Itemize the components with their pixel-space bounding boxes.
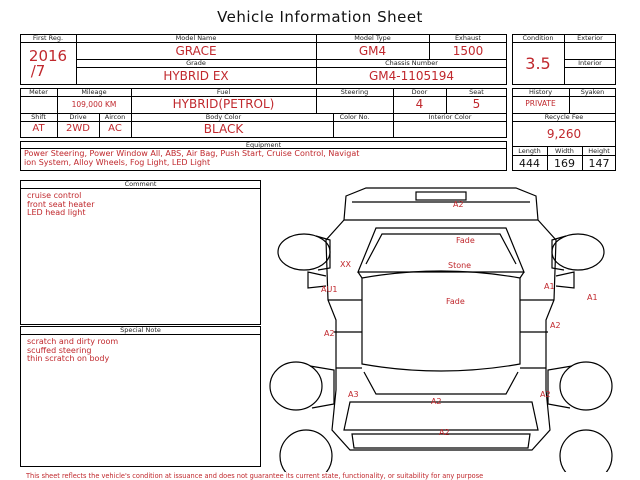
seat-label: Seat [469, 88, 484, 96]
model-name-label: Model Name [175, 34, 217, 42]
damage-right-rear-door: A2 [550, 321, 561, 330]
condition-value: 3.5 [525, 54, 551, 73]
damage-rear-left: A3 [348, 390, 359, 399]
syaken-label: Syaken [580, 88, 605, 96]
interior-label: Interior [578, 59, 602, 67]
disclaimer-footer: This sheet reflects the vehicle's condition at issuance and does not guarantee its current state, functionality, or suitability for any purpose [26, 472, 484, 480]
first-reg-year: 2016 [28, 47, 68, 65]
chassis-value: GM4-1105194 [368, 69, 455, 83]
grade-label: Grade [186, 59, 206, 67]
special-note-list [27, 338, 118, 364]
comment-item: front seat heater [27, 199, 95, 209]
fuel-label: Fuel [216, 88, 231, 96]
page-title: Vehicle Information Sheet [217, 8, 423, 26]
steering-label: Steering [340, 88, 369, 96]
seat-value: 5 [472, 97, 481, 111]
mileage-value: 109,000 KM [71, 100, 117, 109]
door-value: 4 [415, 97, 424, 111]
height-label: Height [588, 147, 610, 155]
door-label: Door [411, 88, 428, 96]
condition-label: Condition [522, 34, 554, 42]
first-reg-month: /7 [30, 62, 46, 80]
damage-roof-fade: Fade [446, 297, 465, 306]
drive-label: Drive [69, 113, 87, 121]
model-type-value: GM4 [358, 44, 387, 58]
drive-value: 2WD [66, 123, 90, 134]
comment-list [27, 192, 95, 218]
comment-item: LED head light [27, 208, 86, 218]
height-value: 147 [588, 157, 610, 170]
recycle-fee-label: Recycle Fee [544, 113, 584, 121]
damage-windshield: Fade [456, 236, 475, 245]
equipment-line: ion System, Alloy Wheels, Fog Light, LED Light [24, 157, 211, 167]
chassis-label: Chassis Number [385, 59, 438, 67]
aircon-label: Aircon [104, 113, 126, 121]
grade-value: HYBRID EX [163, 69, 229, 83]
special-note-item: scuffed steering [27, 345, 92, 355]
exterior-label: Exterior [577, 34, 603, 42]
width-label: Width [555, 147, 574, 155]
mileage-label: Mileage [81, 88, 107, 96]
equipment-text [24, 150, 359, 167]
comment-label: Comment [124, 180, 157, 188]
damage-right-front-door: A1 [544, 282, 555, 291]
fuel-value: HYBRID(PETROL) [172, 97, 275, 111]
model-type-label: Model Type [354, 34, 391, 42]
shift-label: Shift [31, 113, 46, 121]
damage-hood: A2 [453, 200, 464, 209]
length-value: 444 [519, 157, 540, 170]
model-name-value: GRACE [175, 44, 217, 58]
body-outline [308, 220, 574, 450]
history-label: History [528, 88, 553, 96]
special-note-label: Special Note [120, 326, 161, 334]
damage-right-mirror: A1 [587, 293, 598, 302]
body-color-value: BLACK [203, 122, 244, 136]
damage-rear-right: A2 [540, 390, 551, 399]
comment-item: cruise control [27, 191, 82, 200]
damage-rear-bottom: A2 [439, 428, 450, 437]
equipment-label: Equipment [245, 141, 282, 149]
first-reg-label: First Reg. [32, 34, 64, 42]
body-color-label: Body Color [205, 113, 242, 121]
shift-value: AT [32, 123, 45, 134]
special-note-item: thin scratch on body [27, 354, 110, 364]
history-value: PRIVATE [525, 99, 556, 108]
hood-outline [344, 188, 538, 220]
meter-label: Meter [29, 88, 48, 96]
recycle-fee-value: 9,260 [546, 127, 582, 141]
exhaust-label: Exhaust [454, 34, 482, 42]
damage-rear-center: A2 [431, 397, 442, 406]
damage-left-rear-door: A2 [324, 329, 335, 338]
color-no-label: Color No. [339, 113, 370, 121]
equipment-line: Power Steering, Power Window All, ABS, Air Bag, Push Start, Cruise Control, Navigat [24, 149, 360, 158]
exhaust-value: 1500 [452, 44, 484, 58]
damage-left-front-door: AU1 [321, 285, 338, 294]
special-note-item: scratch and dirty room [27, 337, 119, 346]
wheels [270, 234, 612, 410]
damage-roof-stone: Stone [448, 261, 472, 270]
damage-left-pillar: XX [340, 260, 351, 269]
aircon-value: AC [108, 123, 122, 134]
width-value: 169 [554, 157, 575, 170]
length-label: Length [518, 147, 541, 155]
interior-color-label: Interior Color [428, 113, 472, 121]
